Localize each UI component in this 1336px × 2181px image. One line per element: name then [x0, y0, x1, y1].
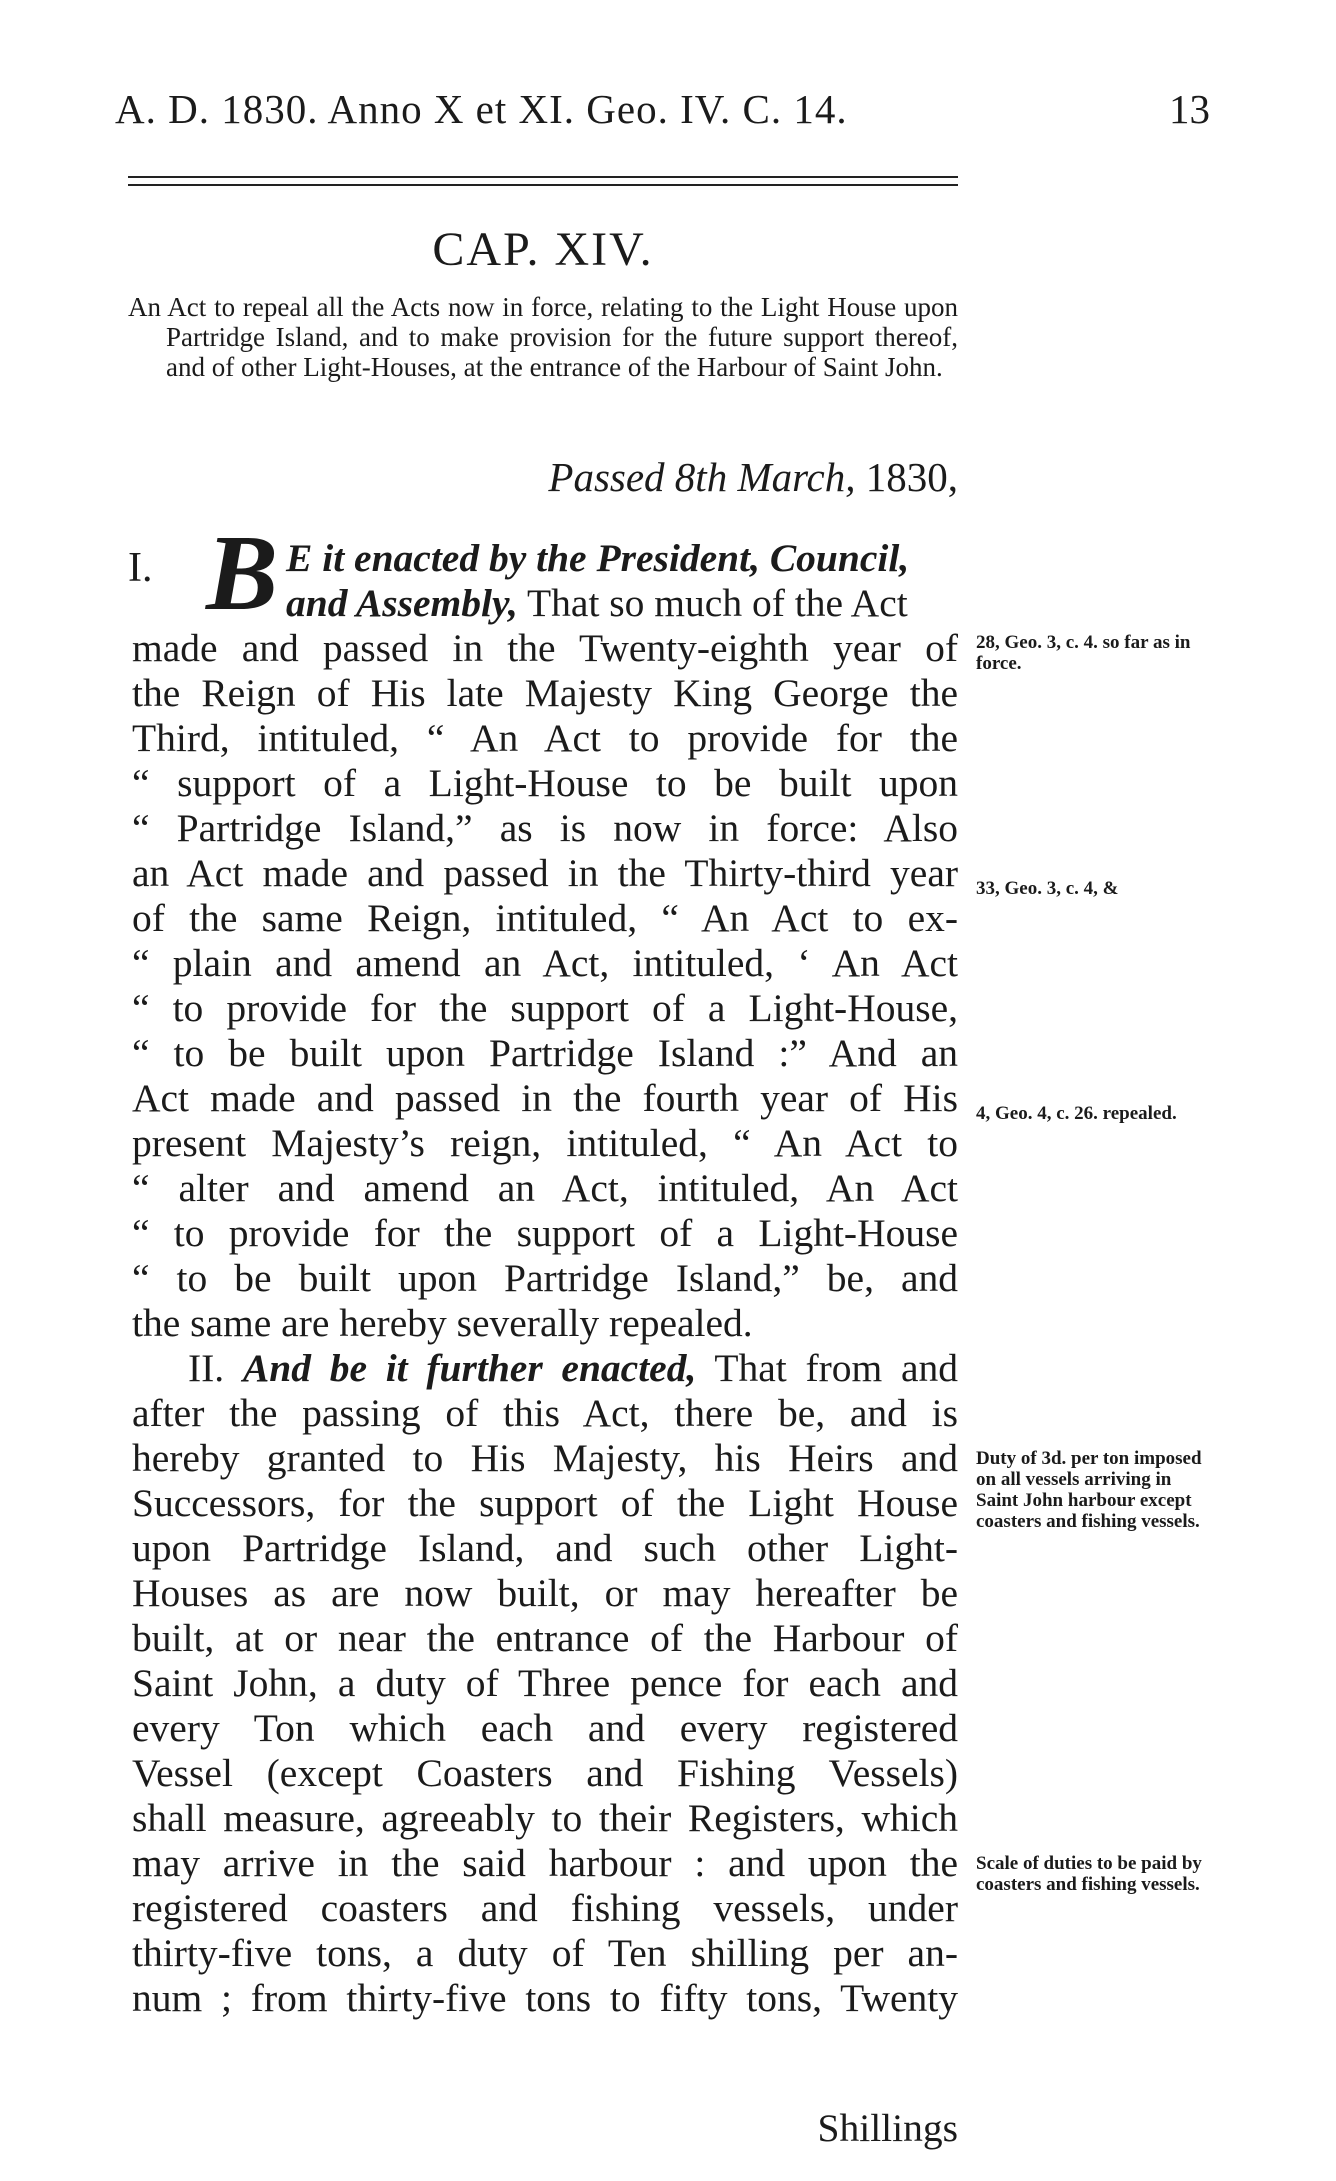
text-line: Act made and passed in the fourth year of His — [132, 1076, 958, 1120]
section-2-italic: And be it further enacted, — [242, 1346, 697, 1390]
text-line: “ to provide for the support of a Light-House, — [132, 986, 958, 1030]
text-line: Saint John, a duty of Three pence for each and — [132, 1661, 958, 1705]
text-line: Vessel (except Coasters and Fishing Vessels) — [132, 1751, 958, 1795]
text-line: “ alter and amend an Act, intituled, An Act — [132, 1166, 958, 1210]
passed-date — [128, 452, 958, 502]
text-line: “ plain and amend an Act, intituled, ‘ An Act — [132, 941, 958, 985]
text-line: “ to be built upon Partridge Island,” be, and — [132, 1256, 958, 1300]
act-summary: An Act to repeal all the Acts now in force, relating to the Light House upon Partridge Island, and to make provision for the future support thereof, and of other Light-Houses, at the entrance of the Harbour of Saint John. — [128, 292, 958, 382]
text-line: hereby granted to His Majesty, his Heirs and — [132, 1436, 958, 1480]
passed-year: 1830, — [865, 454, 958, 500]
section-1-text — [132, 626, 958, 1346]
text-line: thirty-five tons, a duty of Ten shilling per an- — [132, 1931, 958, 1975]
text-line: the Reign of His late Majesty King George the — [132, 671, 958, 715]
margin-note: Duty of 3d. per ton imposed on all vessels arriving in Saint John harbour except coasters and fishing vessels. — [976, 1448, 1202, 1532]
text-line: after the passing of this Act, there be, and is — [132, 1391, 958, 1435]
passed-label: Passed 8th March, — [548, 454, 856, 500]
enacting-clause-line-1: E it enacted by the President, Council, — [286, 536, 910, 580]
section-number-1: I. — [128, 545, 153, 591]
margin-note: 33, Geo. 3, c. 4, & — [976, 878, 1119, 899]
header-rule-top — [128, 176, 958, 178]
text-line: shall measure, agreeably to their Registers, which — [132, 1796, 958, 1840]
drop-cap: B — [206, 514, 279, 633]
catchword: Shillings — [817, 2106, 958, 2150]
text-line: upon Partridge Island, and such other Light- — [132, 1526, 958, 1570]
running-head — [115, 84, 1210, 134]
section-2-opening-rest: That from and — [696, 1346, 958, 1390]
text-line: Houses as are now built, or may hereafter be — [132, 1571, 958, 1615]
section-number-2: II. — [188, 1346, 225, 1390]
text-line: built, at or near the entrance of the Harbour of — [132, 1616, 958, 1660]
text-line: made and passed in the Twenty-eighth year of — [132, 626, 958, 670]
margin-note: 4, Geo. 4, c. 26. repealed. — [976, 1103, 1177, 1124]
text-line: Third, intituled, “ An Act to provide for the — [132, 716, 958, 760]
text-line: an Act made and passed in the Thirty-third year — [132, 851, 958, 895]
running-head-title: A. D. 1830. Anno X et XI. Geo. IV. C. 14. — [115, 86, 848, 132]
enacting-clause-line-2 — [286, 581, 958, 626]
text-line: Successors, for the support of the Light House — [132, 1481, 958, 1525]
page-number: 13 — [1169, 86, 1210, 132]
text-line: “ to be built upon Partridge Island :” And an — [132, 1031, 958, 1075]
enacting-clause-italic: and Assembly, — [286, 581, 518, 625]
text-line: “ support of a Light-House to be built upon — [132, 761, 958, 805]
header-rule-bottom — [128, 184, 958, 186]
text-line: may arrive in the said harbour : and upon the — [132, 1841, 958, 1885]
margin-note: 28, Geo. 3, c. 4. so far as in force. — [976, 632, 1191, 674]
text-line: registered coasters and fishing vessels, under — [132, 1886, 958, 1930]
enacting-clause-rest: That so much of the Act — [517, 581, 908, 625]
section-1-opening — [286, 536, 958, 626]
text-line: of the same Reign, intituled, “ An Act to ex- — [132, 896, 958, 940]
text-line: present Majesty’s reign, intituled, “ An Act to — [132, 1121, 958, 1165]
chapter-title: CAP. XIV. — [432, 223, 654, 276]
text-line: every Ton which each and every registered — [132, 1706, 958, 1750]
text-line: “ to provide for the support of a Light-House — [132, 1211, 958, 1255]
text-line: “ Partridge Island,” as is now in force: Also — [132, 806, 958, 850]
margin-note: Scale of duties to be paid by coasters and fishing vessels. — [976, 1853, 1202, 1895]
text-line: the same are hereby severally repealed. — [132, 1301, 753, 1345]
section-2-text — [132, 1346, 958, 2021]
text-line: num ; from thirty-five tons to fifty tons, Twenty — [132, 1976, 958, 2020]
section-2-opening — [132, 1346, 958, 1391]
